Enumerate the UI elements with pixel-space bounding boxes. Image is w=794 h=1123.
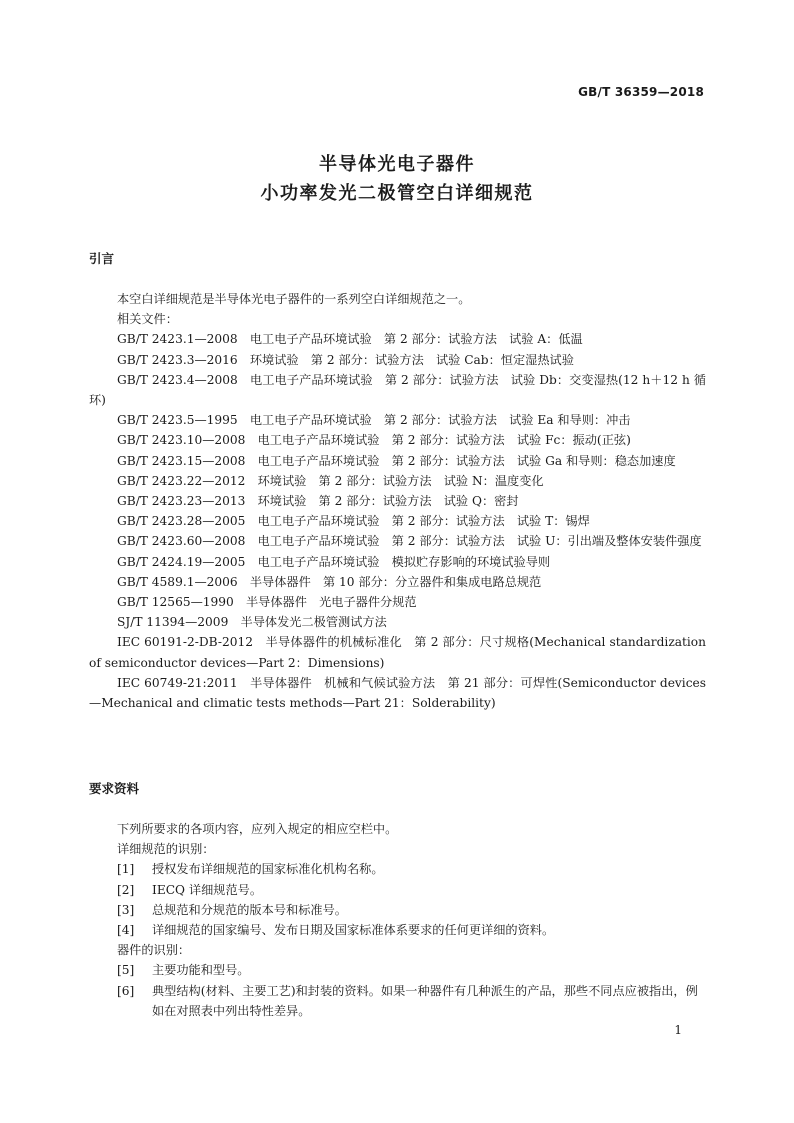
- reference-item: GB/T 2423.5—1995 电工电子产品环境试验 第 2 部分：试验方法 试验 Ea 和导则：冲击: [117, 413, 631, 428]
- section-heading-intro: 引言: [89, 251, 115, 266]
- group-label-spec-id: 详细规范的识别：: [117, 842, 215, 857]
- reference-item: GB/T 2423.23—2013 环境试验 第 2 部分：试验方法 试验 Q：密封: [117, 494, 519, 509]
- document-title-line2: 小功率发光二极管空白详细规范: [260, 183, 534, 204]
- item-text: 典型结构(材料、主要工艺)和封装的资料。如果一种器件有几种派生的产品，那些不同点应被指出，例如在对照表中列出特性差异。: [152, 983, 698, 1018]
- item-number: [6]: [117, 983, 135, 998]
- reference-item: GB/T 2423.1—2008 电工电子产品环境试验 第 2 部分：试验方法 试验 A：低温: [117, 332, 583, 347]
- reference-item: GB/T 4589.1—2006 半导体器件 第 10 部分：分立器件和集成电路总规范: [117, 574, 542, 589]
- page-number: 1: [674, 1023, 682, 1037]
- requirement-item: [89, 981, 706, 1021]
- reference-item: GB/T 2423.60—2008 电工电子产品环境试验 第 2 部分：试验方法 试验 U：引出端及整体安装件强度: [117, 534, 702, 549]
- reference-item: GB/T 2423.15—2008 电工电子产品环境试验 第 2 部分：试验方法 试验 Ga 和导则：稳态加速度: [117, 453, 676, 468]
- reference-item: GB/T 2424.19—2005 电工电子产品环境试验 模拟贮存影响的环境试验导则: [117, 554, 551, 569]
- requirement-item: [89, 880, 706, 900]
- group-label-device-id: 器件的识别：: [117, 943, 191, 958]
- reference-item: GB/T 2423.3—2016 环境试验 第 2 部分：试验方法 试验 Cab：恒定湿热试验: [117, 352, 574, 367]
- requirement-item: [89, 859, 706, 879]
- item-number: [3]: [117, 902, 135, 917]
- reference-item: SJ/T 11394—2009 半导体发光二极管测试方法: [117, 615, 387, 630]
- item-text: 总规范和分规范的版本号和标准号。: [152, 902, 347, 917]
- standard-number: GB/T 36359—2018: [578, 85, 704, 99]
- related-docs-label: 相关文件：: [117, 312, 178, 327]
- section-heading-requirements: 要求资料: [89, 781, 140, 796]
- reference-item: GB/T 2423.22—2012 环境试验 第 2 部分：试验方法 试验 N：温度变化: [117, 473, 544, 488]
- item-number: [2]: [117, 882, 135, 897]
- document-title-line1: 半导体光电子器件: [319, 154, 475, 175]
- reference-item: GB/T 2423.28—2005 电工电子产品环境试验 第 2 部分：试验方法 试验 T：锡焊: [117, 514, 590, 529]
- item-text: 主要功能和型号。: [152, 963, 250, 978]
- requirements-lead: 下列所要求的各项内容，应列入规定的相应空栏中。: [117, 822, 398, 836]
- reference-item: GB/T 2423.4—2008 电工电子产品环境试验 第 2 部分：试验方法 试验 Db：交变湿热(12 h＋12 h 循环): [89, 372, 706, 408]
- requirement-item: [89, 960, 706, 980]
- reference-item: GB/T 2423.10—2008 电工电子产品环境试验 第 2 部分：试验方法 试验 Fc：振动(正弦): [117, 433, 631, 448]
- item-number: [5]: [117, 963, 135, 978]
- item-text: 授权发布详细规范的国家标准化机构名称。: [152, 862, 384, 877]
- intro-paragraph: 本空白详细规范是半导体光电子器件的一系列空白详细规范之一。: [117, 292, 471, 306]
- reference-item: GB/T 12565—1990 半导体器件 光电子器件分规范: [117, 595, 417, 610]
- item-number: [4]: [117, 923, 135, 938]
- requirements-section: [89, 819, 706, 1021]
- requirement-item: [89, 920, 706, 940]
- intro-section: [89, 289, 706, 713]
- requirement-item: [89, 900, 706, 920]
- reference-item: IEC 60749-21:2011 半导体器件 机械和气候试验方法 第 21 部分：可焊性(Semiconductor devices—Mechanical and climatic tests methods—Part 21：Solderability): [89, 675, 706, 711]
- item-text: 详细规范的国家编号、发布日期及国家标准体系要求的任何更详细的资料。: [152, 923, 555, 938]
- item-number: [1]: [117, 862, 135, 877]
- reference-item: IEC 60191-2-DB-2012 半导体器件的机械标准化 第 2 部分：尺寸规格(Mechanical standardization of semiconductor devices—Part 2：Dimensions): [89, 635, 706, 670]
- item-text: IECQ 详细规范号。: [152, 882, 263, 897]
